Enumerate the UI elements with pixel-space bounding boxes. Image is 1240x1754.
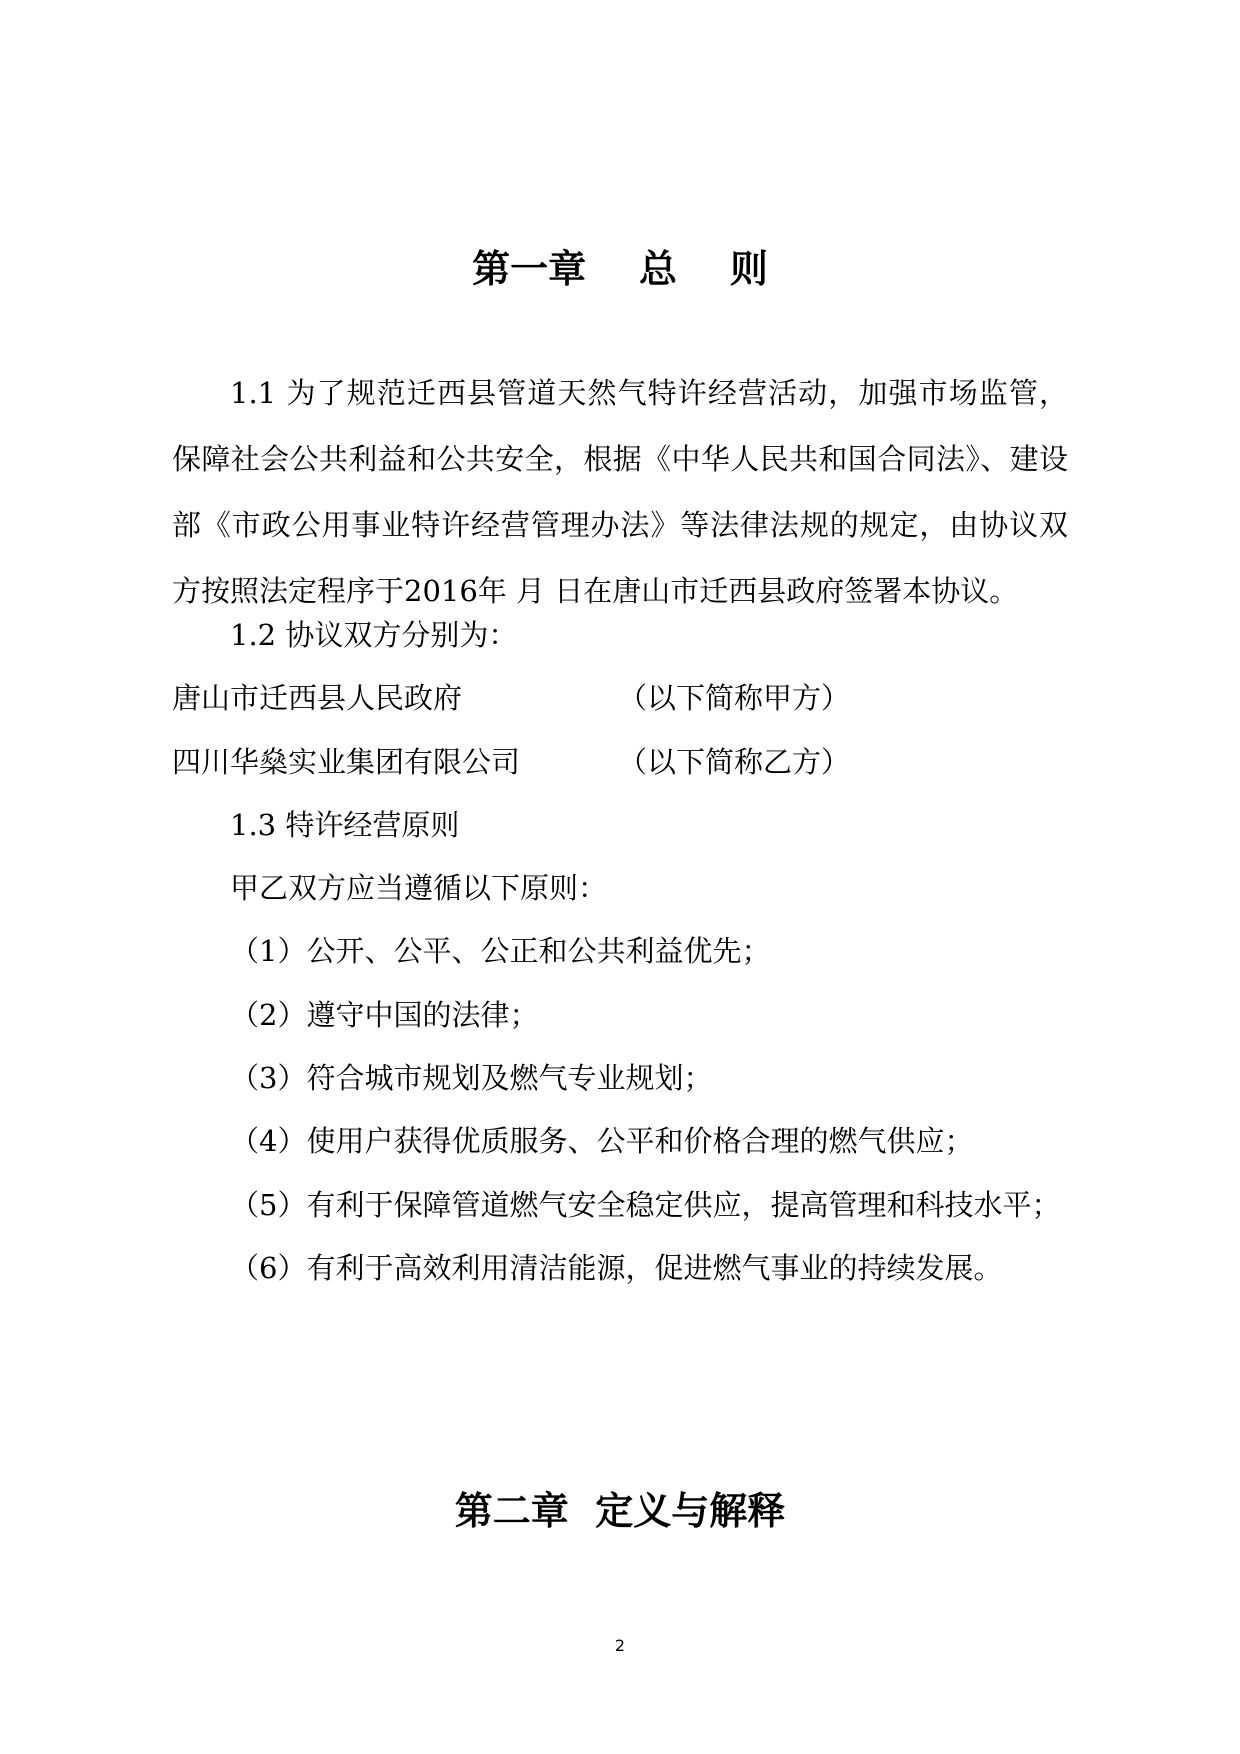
principle-item-3: （3）符合城市规划及燃气专业规划； [230,1061,713,1095]
section-1-1-text: 1.1 为了规范迁西县管道天然气特许经营活动，加强市场监管，保障社会公共利益和公共安全，根据《中华人民共和国合同法》、建设部《市政公用事业特许经营管理办法》等法律法规的规定，由协议双方按照法定程序于2016年 月 日在唐山市迁西县政府签署本协议。 [172,376,1068,608]
section-1-1-paragraph [172,360,1068,624]
principle-item-4: （4）使用户获得优质服务、公平和价格合理的燃气供应； [230,1124,974,1158]
page-number: 2 [614,1636,626,1655]
party-b-alias: （以下简称乙方） [618,745,851,779]
party-a-alias: （以下简称甲方） [618,681,851,715]
principle-item-1: （1）公开、公平、公正和公共利益优先； [230,934,771,968]
chapter-2-title: 第二章 定义与解释 [454,1488,786,1533]
principle-item-2: （2）遵守中国的法律； [230,998,539,1032]
section-1-3-heading: 1.3 特许经营原则 [230,808,460,842]
section-1-3-intro: 甲乙双方应当遵循以下原则： [230,871,608,905]
section-1-2-heading: 1.2 协议双方分别为： [230,618,518,652]
principle-item-5: （5）有利于保障管道燃气安全稳定供应，提高管理和科技水平； [230,1188,1061,1222]
party-b-name: 四川华燊实业集团有限公司 [172,745,521,779]
principle-item-6: （6）有利于高效利用清洁能源，促进燃气事业的持续发展。 [230,1251,1003,1285]
chapter-1-title: 第一章 总 则 [472,246,768,291]
party-a-name: 唐山市迁西县人民政府 [172,681,463,715]
